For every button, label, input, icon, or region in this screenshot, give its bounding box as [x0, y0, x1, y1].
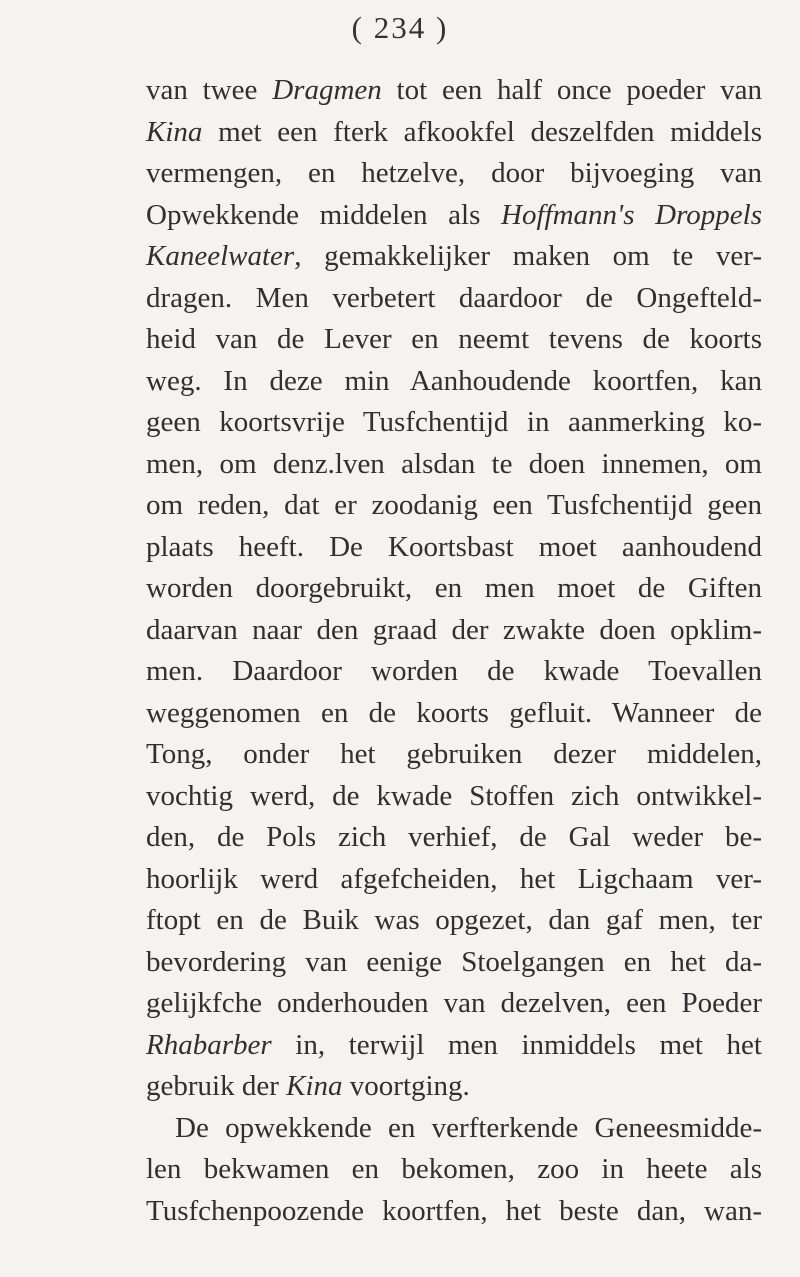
text-line [146, 1149, 762, 1191]
text-line [146, 568, 762, 610]
text-run: gelijkfche onderhouden van dezelven, een Poeder [146, 987, 762, 1019]
text-line [146, 319, 762, 361]
text-line [146, 112, 762, 154]
text-line [146, 1108, 762, 1150]
text-run: plaats heeft. De Koortsbast moet aanhoudend [146, 530, 762, 563]
text-line [146, 983, 762, 1025]
text-line [146, 444, 762, 486]
text-line [146, 195, 762, 237]
text-line [146, 153, 762, 195]
text-line [146, 236, 762, 278]
text-run: vochtig werd, de kwade Stoffen zich ontwikkel- [146, 779, 762, 812]
text-run: men. Daardoor worden de kwade Toevallen [146, 655, 762, 687]
text-run: gebruik der [146, 1070, 287, 1102]
text-line [146, 651, 762, 693]
text-line [146, 900, 762, 942]
text-run: tot een half once poeder van [381, 74, 762, 106]
text-run: dragen. Men verbetert daardoor de Ongefteld- [146, 281, 762, 314]
text-line [146, 693, 762, 735]
italic-text-run: Dragmen [272, 74, 382, 106]
text-line [146, 859, 762, 901]
text-run: Tusfchenpoozende koortfen, het beste dan, wan- [146, 1194, 762, 1227]
text-run: weggenomen en de koorts gefluit. Wanneer de [146, 696, 762, 729]
italic-text-run: Kina [146, 115, 203, 148]
text-run: weg. In deze min Aanhoudende koortfen, kan [146, 364, 762, 397]
text-run: bevordering van eenige Stoelgangen en het da- [146, 945, 762, 978]
text-line [146, 942, 762, 984]
body-text [146, 70, 762, 1232]
text-line [146, 278, 762, 320]
text-line [146, 817, 762, 859]
text-run: voortging. [342, 1070, 470, 1102]
text-run: om reden, dat er zoodanig een Tusfchentijd geen [146, 489, 762, 521]
text-run: len bekwamen en bekomen, zoo in heete als [146, 1153, 762, 1185]
text-line [146, 1066, 762, 1108]
text-run: , gemakkelijker maken om te ver- [294, 240, 762, 272]
text-run: Opwekkende middelen als [146, 198, 502, 231]
text-run: men, om denz.lven alsdan te doen innemen, om [146, 447, 762, 480]
text-run: van twee [146, 74, 273, 106]
text-line [146, 361, 762, 403]
text-line [146, 485, 762, 527]
text-line [146, 70, 762, 112]
text-run: geen koortsvrije Tusfchentijd in aanmerking ko- [146, 406, 762, 438]
text-line [146, 734, 762, 776]
text-run: heid van de Lever en neemt tevens de koorts [146, 323, 762, 355]
text-run: den, de Pols zich verhief, de Gal weder be- [146, 821, 762, 853]
italic-text-run: Rhabarber [146, 1028, 272, 1061]
italic-text-run: Kaneelwater [146, 240, 295, 272]
text-run: ftopt en de Buik was opgezet, dan gaf men, ter [146, 904, 762, 936]
text-run: De opwekkende en verfterkende Geneesmidde- [175, 1111, 762, 1144]
text-run: daarvan naar den graad der zwakte doen opklim- [146, 613, 762, 646]
text-line [146, 402, 762, 444]
text-line [146, 1025, 762, 1067]
text-run: in, terwijl men inmiddels met het [271, 1028, 762, 1061]
page-number: ( 234 ) [351, 10, 449, 45]
text-run: vermengen, en hetzelve, door bijvoeging van [146, 157, 762, 189]
text-line [146, 610, 762, 652]
text-run: worden doorgebruikt, en men moet de Giften [146, 572, 762, 604]
text-line [146, 527, 762, 569]
text-line [146, 1191, 762, 1233]
italic-text-run: Kina [286, 1070, 343, 1102]
text-run: met een fterk afkookfel deszelfden middels [202, 115, 762, 148]
text-run: hoorlijk werd afgefcheiden, het Ligchaam ver- [146, 862, 762, 895]
text-line [146, 776, 762, 818]
italic-text-run: Hoffmann's Droppels [501, 198, 762, 231]
text-run: Tong, onder het gebruiken dezer middelen, [146, 738, 762, 770]
